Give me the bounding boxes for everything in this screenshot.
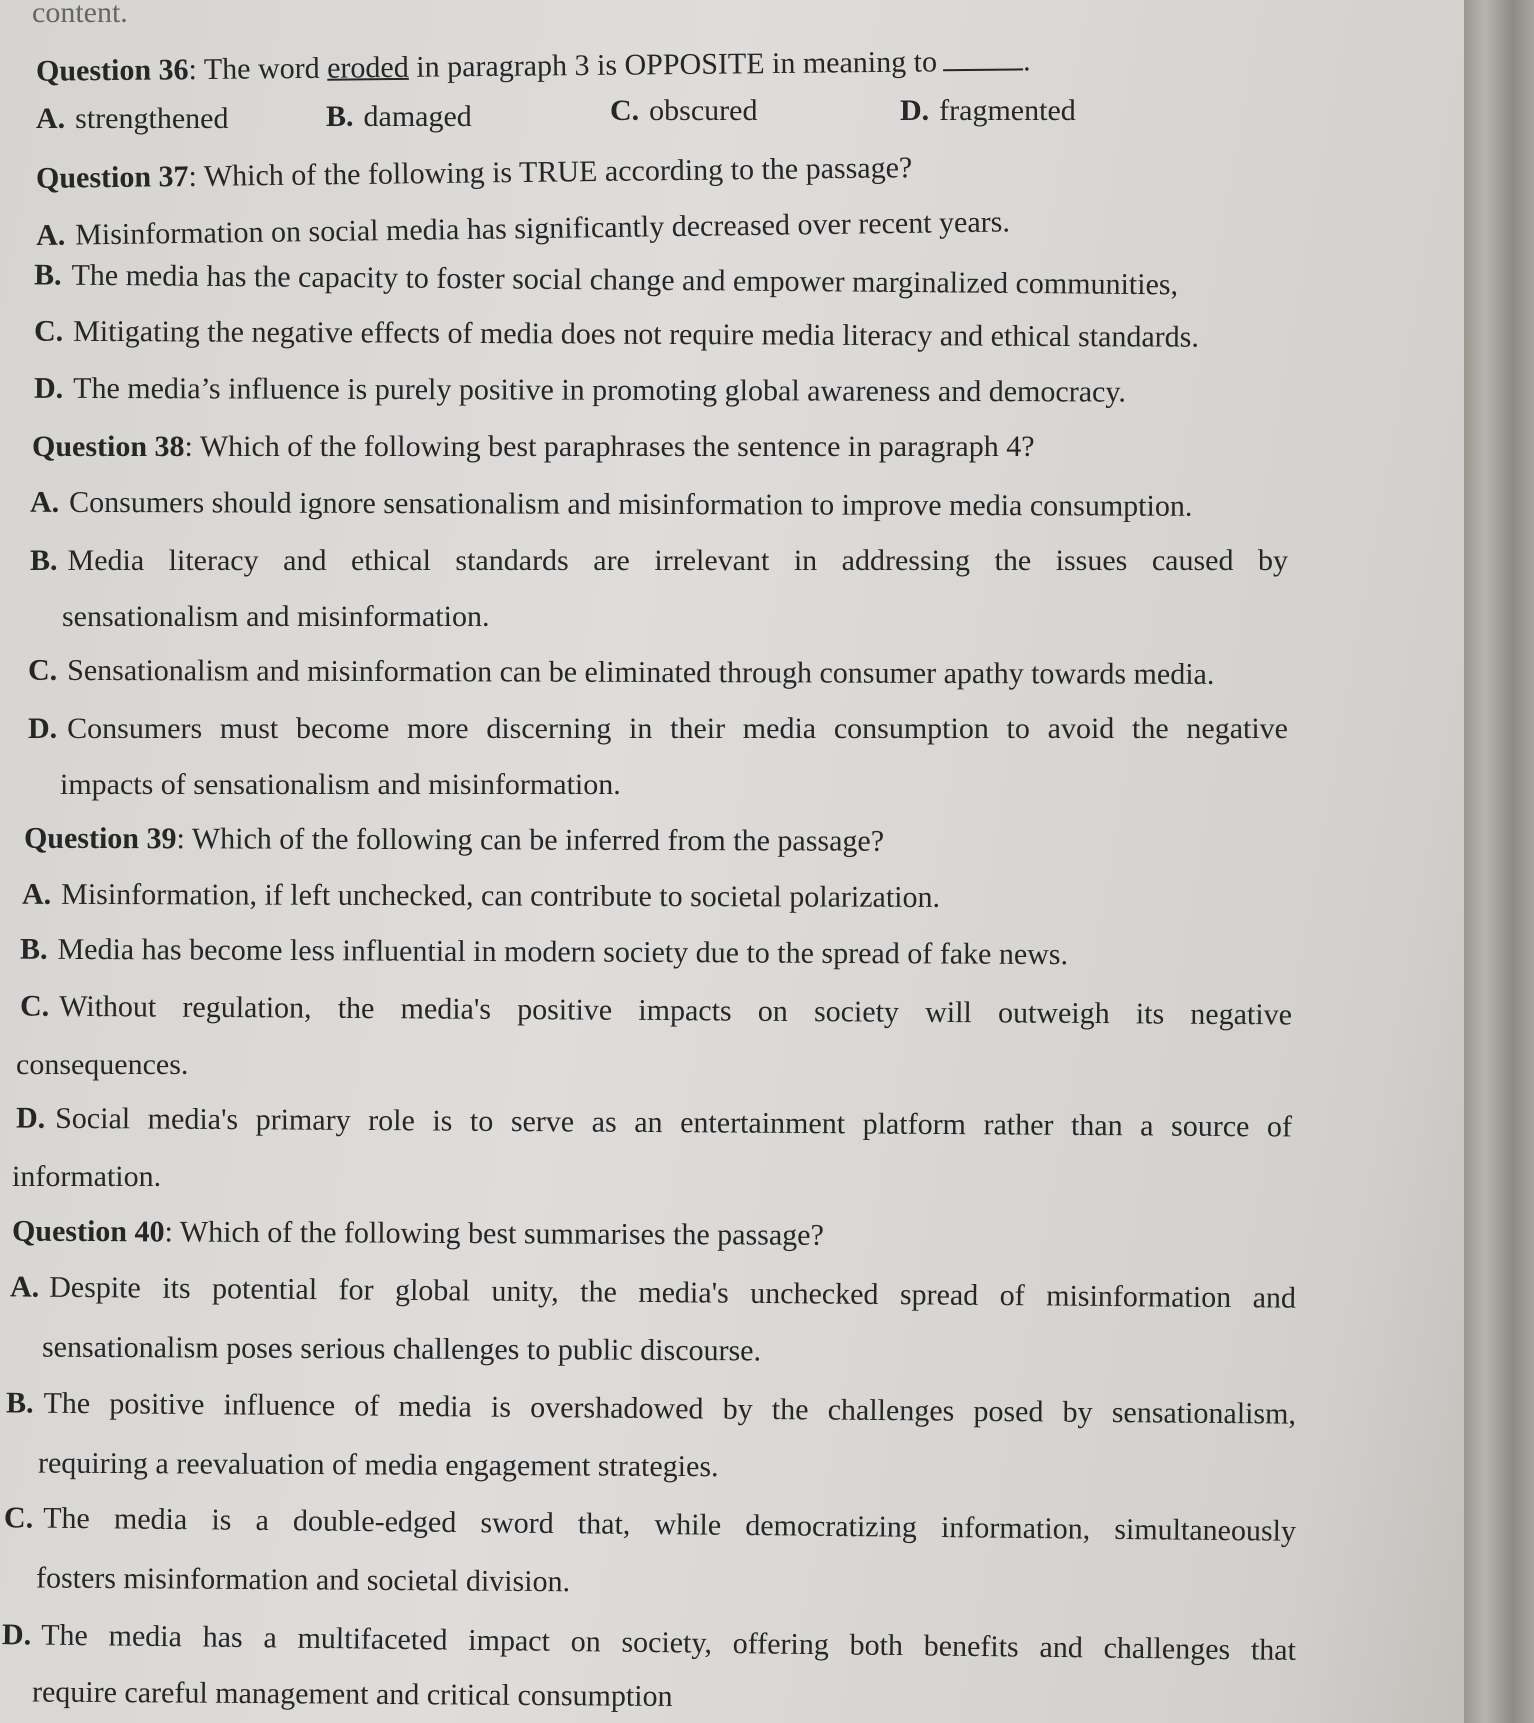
option-36-b[interactable]: B. damaged (326, 100, 472, 133)
option-39-c[interactable]: C. Without regulation, the media's positive impacts on society will outweigh its negative (19, 989, 1293, 1032)
option-38-d[interactable]: D. Consumers must become more discerning in their media consumption to avoid the negative (28, 712, 1288, 745)
option-36-a[interactable]: A. strengthened (36, 102, 229, 135)
option-37-d[interactable]: D. The media’s influence is purely positive in promoting global awareness and democracy. (33, 371, 1126, 409)
option-37-b[interactable]: B. The media has the capacity to foster social change and empower marginalized communities, (33, 258, 1179, 302)
option-40-a[interactable]: A. Despite its potential for global unity, the media's unchecked spread of misinformation and (9, 1270, 1297, 1315)
option-40-d[interactable]: D. The media has a multifaceted impact on society, offering both benefits and challenges that (1, 1618, 1297, 1667)
option-38-d-continued: impacts of sensationalism and misinformation. (60, 768, 621, 801)
option-40-b[interactable]: B. The positive influence of media is overshadowed by the challenges posed by sensationalism, (5, 1386, 1297, 1431)
option-38-b[interactable]: B. Media literacy and ethical standards are irrelevant in addressing the issues caused by (30, 544, 1288, 577)
answer-blank (943, 68, 1023, 71)
option-38-c[interactable]: C. Sensationalism and misinformation can be eliminated through consumer apathy towards media. (27, 653, 1215, 691)
option-39-d-continued: information. (12, 1160, 162, 1193)
question-37-prompt: Question 37: Which of the following is TRUE according to the passage? (35, 151, 913, 195)
option-40-a-continued: sensationalism poses serious challenges to public discourse. (41, 1330, 762, 1368)
option-38-b-continued: sensationalism and misinformation. (62, 600, 490, 633)
question-36-prompt: Question 36: The word eroded in paragraph 3 is OPPOSITE in meaning to . (35, 44, 1031, 88)
option-39-b[interactable]: B. Media has become less influential in modern society due to the spread of fake news. (19, 932, 1069, 972)
option-37-c[interactable]: C. Mitigating the negative effects of media does not require media literacy and ethical standards. (33, 314, 1199, 354)
option-40-d-continued: require careful management and critical consumption (31, 1675, 673, 1713)
option-37-a[interactable]: A. Misinformation on social media has significantly decreased over recent years. (35, 205, 1011, 253)
option-36-d[interactable]: D. fragmented (900, 94, 1076, 127)
question-38-prompt: Question 38: Which of the following best paraphrases the sentence in paragraph 4? (32, 430, 1035, 463)
option-40-b-continued: requiring a reevaluation of media engagement strategies. (37, 1446, 719, 1484)
header-fragment: content. (32, 0, 128, 29)
option-40-c-continued: fosters misinformation and societal division. (35, 1561, 571, 1599)
page-edge-shadow (1464, 0, 1534, 1723)
option-40-c[interactable]: C. The media is a double-edged sword that, while democratizing information, simultaneously (3, 1501, 1297, 1548)
option-38-a[interactable]: A. Consumers should ignore sensationalism and misinformation to improve media consumption. (29, 485, 1193, 523)
question-39-prompt: Question 39: Which of the following can be inferred from the passage? (23, 821, 885, 858)
option-39-d[interactable]: D. Social media's primary role is to serve as an entertainment platform rather than a source of (15, 1101, 1293, 1144)
keyword-eroded: eroded (326, 50, 409, 85)
option-39-c-continued: consequences. (16, 1048, 189, 1081)
question-40-prompt: Question 40: Which of the following best summarises the passage? (11, 1214, 824, 1252)
option-36-c[interactable]: C. obscured (610, 94, 758, 127)
option-39-a[interactable]: A. Misinformation, if left unchecked, can contribute to societal polarization. (21, 877, 941, 914)
question-36-label: Question 36 (35, 53, 189, 88)
